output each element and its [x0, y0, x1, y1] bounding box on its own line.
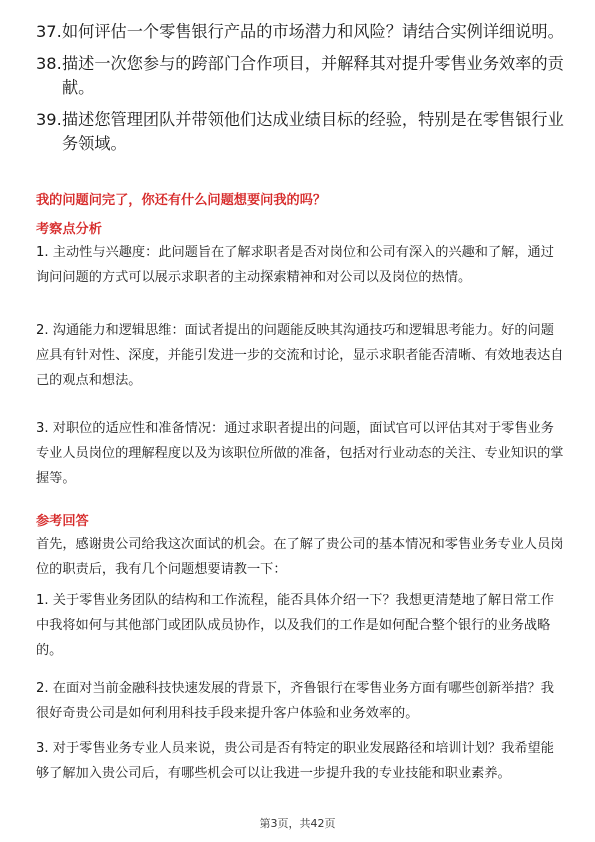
- question-item-39: [36, 108, 564, 156]
- question-text: 描述您管理团队并带领他们达成业绩目标的经验，特别是在零售银行业务领域。: [62, 110, 564, 153]
- question-list: [36, 20, 564, 164]
- answer-point-3: 3. 对于零售业务专业人员来说，贵公司是否有特定的职业发展路径和培训计划？我希望能够了解加入贵公司后，有哪些机会可以让我进一步提升我的专业技能和职业素养。: [36, 741, 554, 781]
- question-text: 如何评估一个零售银行产品的市场潜力和风险？请结合实例详细说明。: [62, 22, 564, 41]
- question-text: 描述一次您参与的跨部门合作项目，并解释其对提升零售业务效率的贡献。: [62, 54, 564, 97]
- analysis-point-1: 1. 主动性与兴趣度：此问题旨在了解求职者是否对岗位和公司有深入的兴趣和了解，通过询问问题的方式可以展示求职者的主动探索精神和对公司以及岗位的热情。: [36, 245, 554, 285]
- question-number: 38.: [36, 54, 62, 73]
- analysis-point-2: 2. 沟通能力和逻辑思维：面试者提出的问题能反映其沟通技巧和逻辑思考能力。好的问题应具有针对性、深度，并能引发进一步的交流和讨论，显示求职者能否清晰、有效地表达自己的观点和想法。: [36, 323, 564, 388]
- answer-point-1: 1. 关于零售业务团队的结构和工作流程，能否具体介绍一下？我想更清楚地了解日常工作中我将如何与其他部门或团队成员协作，以及我们的工作是如何配合整个银行的业务战略的。: [36, 593, 554, 658]
- answer-point-2: 2. 在面对当前金融科技快速发展的背景下，齐鲁银行在零售业务方面有哪些创新举措？我很好奇贵公司是如何利用科技手段来提升客户体验和业务效率的。: [36, 681, 554, 721]
- question-item-37: [36, 20, 564, 44]
- question-number: 37.: [36, 22, 62, 41]
- section-question-title: 我的问题问完了，你还有什么问题想要问我的吗？: [36, 193, 327, 208]
- question-item-38: [36, 52, 564, 100]
- question-number: 39.: [36, 110, 62, 129]
- analysis-heading: 考察点分析: [36, 222, 102, 237]
- analysis-point-3: 3. 对职位的适应性和准备情况：通过求职者提出的问题，面试官可以评估其对于零售业务专业人员岗位的理解程度以及为该职位所做的准备，包括对行业动态的关注、专业知识的掌握等。: [36, 421, 564, 486]
- answer-heading: 参考回答: [36, 514, 89, 529]
- answer-intro: 首先，感谢贵公司给我这次面试的机会。在了解了贵公司的基本情况和零售业务专业人员岗位的职责后，我有几个问题想要请教一下：: [36, 537, 564, 577]
- page-footer: 第3页，共42页: [259, 817, 336, 830]
